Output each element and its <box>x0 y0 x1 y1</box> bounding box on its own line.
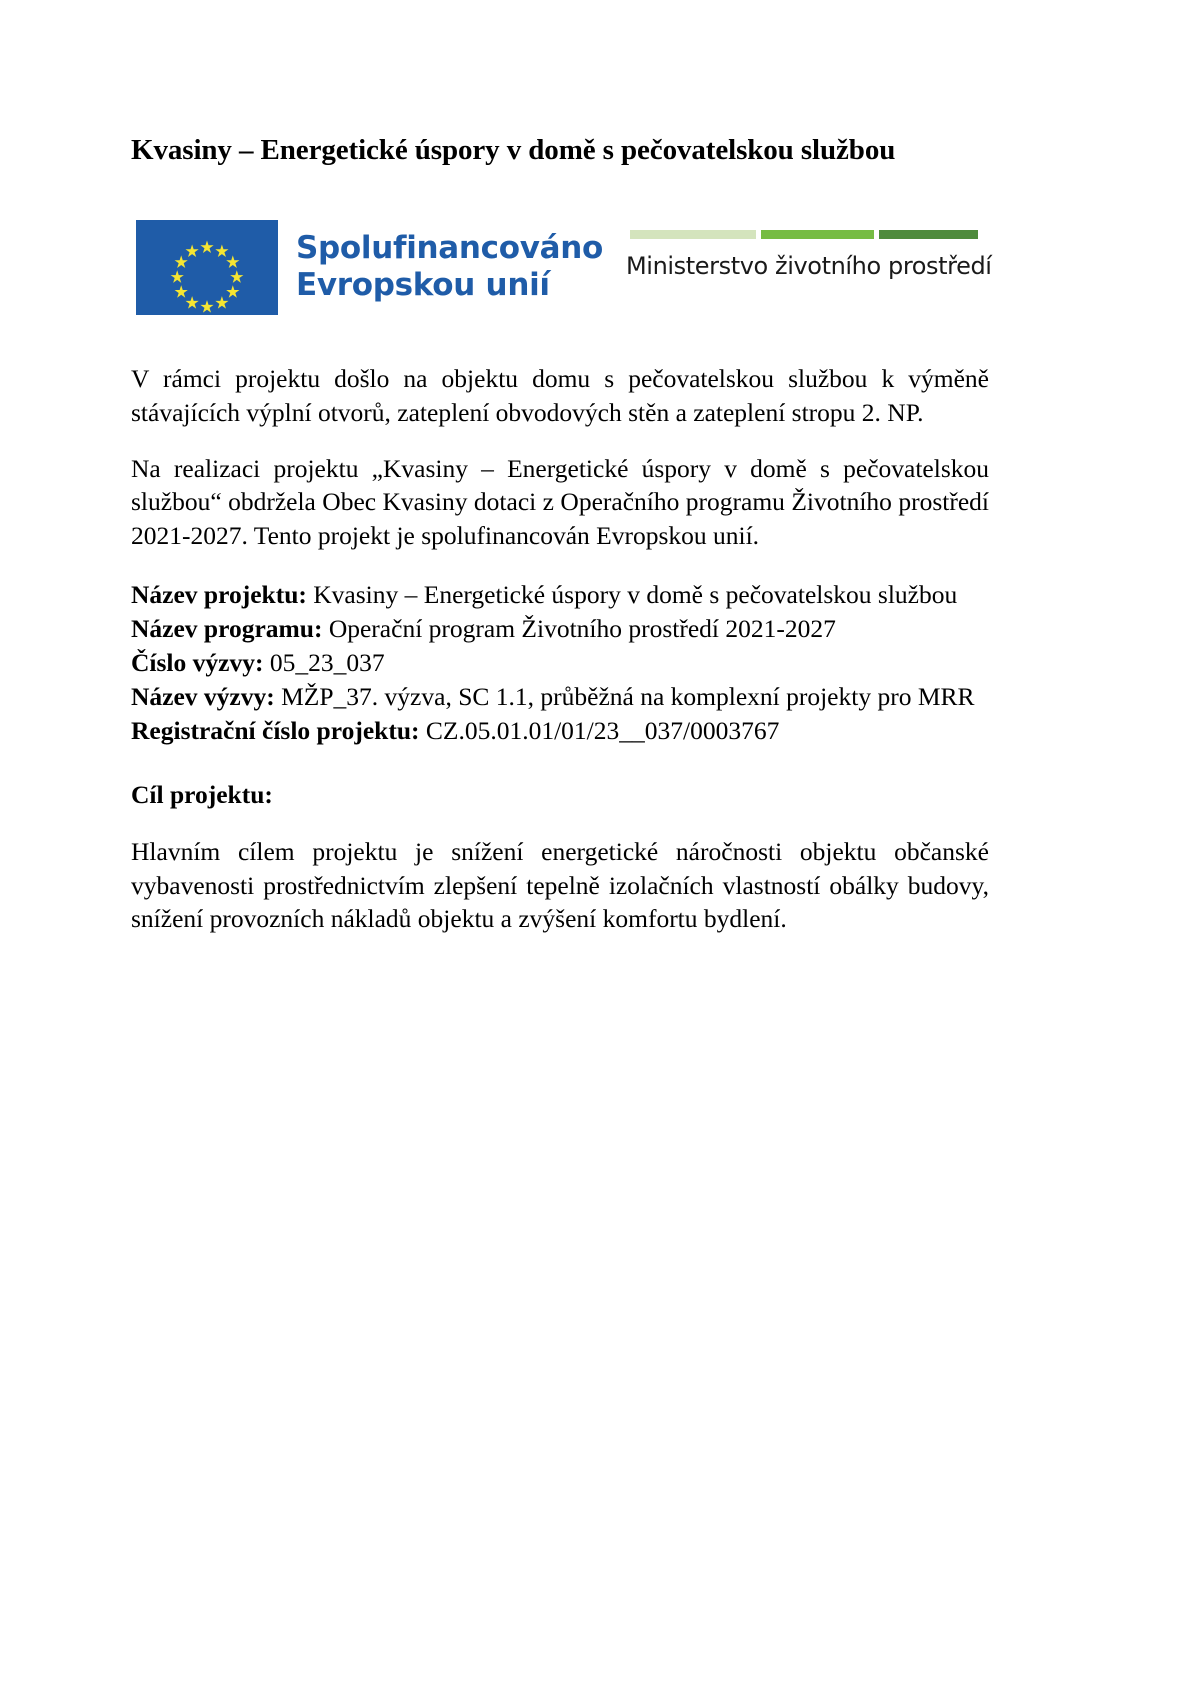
metadata-label: Název programu: <box>131 614 323 644</box>
eu-logo-text <box>296 230 603 304</box>
metadata-value: 05_23_037 <box>269 648 385 678</box>
ministry-of-environment-logo <box>626 230 992 281</box>
metadata-row <box>131 612 989 646</box>
ministry-bar-dark <box>879 230 978 239</box>
eu-cofinancing-logo <box>136 220 603 315</box>
goal-heading: Cíl projektu: <box>131 779 273 809</box>
intro-paragraph: V rámci projektu došlo na objektu domu s pečovatelskou službou k výměně stávajících výplní otvorů, zateplení obvodových stěn a zateplení stropu 2. NP. <box>131 363 989 427</box>
metadata-row <box>131 680 989 714</box>
project-metadata-block <box>131 578 989 748</box>
metadata-value: Kvasiny – Energetické úspory v domě s pečovatelskou službou <box>313 580 958 610</box>
metadata-value: MŽP_37. výzva, SC 1.1, průběžná na komplexní projekty pro MRR <box>281 681 975 711</box>
eu-logo-line-2: Evropskou unií <box>296 267 550 304</box>
metadata-label: Registrační číslo projektu: <box>131 715 420 745</box>
metadata-value: Operační program Životního prostředí 2021-2027 <box>328 614 836 644</box>
metadata-row <box>131 714 989 748</box>
logo-band <box>131 214 992 318</box>
goal-paragraph: Hlavním cílem projektu je snížení energetické náročnosti objektu občanské vybavenosti prostřednictvím zlepšení tepelně izolačních vlastností obálky budovy, snížení provozních nákladů objektu a zvýšení komfortu bydlení. <box>131 836 989 934</box>
funding-paragraph: Na realizaci projektu „Kvasiny – Energetické úspory v domě s pečovatelskou službou“ obdržela Obec Kvasiny dotaci z Operačního programu Životního prostředí 2021-2027. Tento projekt je spolufinancován Evropskou unií. <box>131 453 989 551</box>
ministry-bar-light <box>630 230 756 239</box>
metadata-row <box>131 578 989 612</box>
ministry-logo-text: Ministerstvo životního prostředí <box>626 251 992 280</box>
eu-logo-line-1: Spolufinancováno <box>296 230 604 266</box>
metadata-row <box>131 646 989 680</box>
metadata-label: Název výzvy: <box>131 681 275 711</box>
document-content <box>131 0 992 936</box>
ministry-logo-bars-icon <box>630 230 978 239</box>
metadata-label: Název projektu: <box>131 580 307 610</box>
european-union-flag-icon <box>136 220 278 315</box>
metadata-label: Číslo výzvy: <box>131 648 264 678</box>
ministry-bar-medium <box>761 230 874 239</box>
metadata-value: CZ.05.01.01/01/23__037/0003767 <box>425 715 780 745</box>
page-title: Kvasiny – Energetické úspory v domě s pečovatelskou službou <box>131 134 896 166</box>
